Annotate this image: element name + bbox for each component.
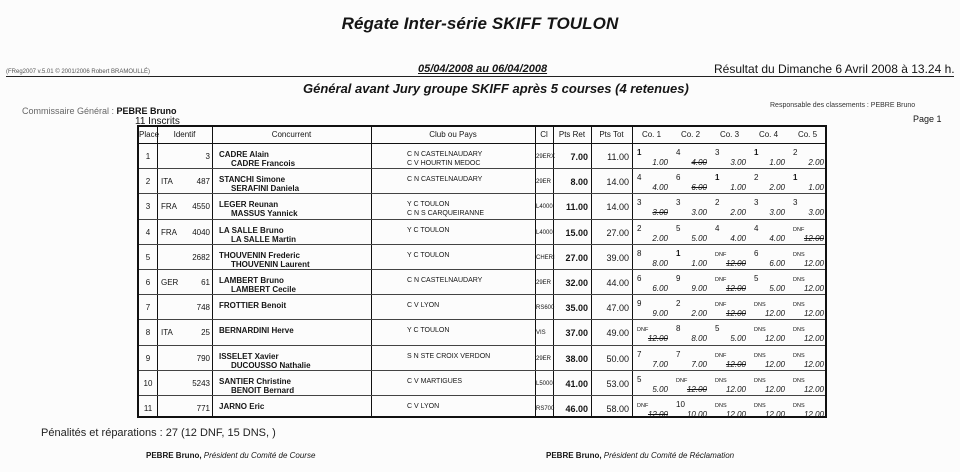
sail-number: 4550 — [192, 202, 210, 212]
race-4-rank: 1 — [754, 148, 759, 157]
race-3-points: 3.00 — [730, 158, 746, 167]
points-total: 27.00 — [606, 227, 629, 238]
points-retained: 15.00 — [565, 227, 588, 238]
protest-committee-signature — [546, 451, 734, 460]
place-cell: 7 — [145, 303, 151, 313]
row-divider — [139, 244, 825, 245]
race-1-points: 7.00 — [652, 359, 668, 369]
column-divider — [535, 127, 536, 416]
points-total: 47.00 — [606, 303, 629, 314]
race-2-points: 7.00 — [691, 359, 707, 369]
race-5-points: 2.00 — [808, 158, 824, 167]
crew-name: MASSUS Yannick — [231, 209, 298, 219]
row-divider — [139, 370, 825, 371]
row-divider — [139, 269, 825, 270]
race-5-rank: 1 — [793, 173, 798, 183]
boat-class: VIS — [536, 330, 546, 337]
race-3-points: 12.00 — [725, 258, 746, 268]
column-divider — [212, 127, 213, 416]
event-dates: 05/04/2008 au 06/04/2008 — [418, 63, 548, 75]
race-2-rank: 7 — [676, 349, 681, 359]
column-divider — [157, 127, 158, 416]
race-5-rank: DNS — [793, 251, 805, 258]
race-4-points: 4.00 — [769, 233, 785, 243]
race-4-points: 1.00 — [769, 158, 785, 167]
boat-class: 29ER — [536, 280, 552, 286]
sail-nation: FRA — [161, 227, 177, 237]
boat-class: L4000 — [536, 204, 553, 211]
race-2-points: 10.00 — [686, 410, 707, 419]
points-retained: 8.00 — [570, 177, 588, 188]
race-5-points: 12.00 — [803, 359, 824, 369]
row-divider — [139, 168, 825, 169]
race-5-points: 12.00 — [803, 233, 824, 243]
crew-name: DUCOUSSO Nathalie — [231, 360, 311, 370]
race-1-points: 1.00 — [652, 158, 668, 167]
race-1-points: 12.00 — [647, 334, 668, 344]
header-race-1: Co. 1 — [641, 130, 662, 139]
race-2-points: 3.00 — [691, 208, 707, 218]
race-5-rank: DNS — [793, 277, 805, 283]
points-total: 11.00 — [607, 152, 629, 162]
race-4-points: 5.00 — [769, 284, 785, 293]
header-identif: Identif — [173, 130, 196, 139]
race-3-rank: DNF — [715, 302, 727, 309]
commissaire-label: Commissaire Général : — [22, 106, 115, 116]
header-divider — [139, 143, 825, 144]
sail-nation: ITA — [161, 177, 173, 187]
skipper-name: SANTIER Christine — [219, 376, 292, 386]
header-pts-tot: Pts Tot — [599, 130, 624, 139]
sail-number: 748 — [196, 303, 210, 313]
place-cell: 9 — [145, 353, 151, 363]
points-retained: 46.00 — [565, 404, 588, 414]
points-retained: 27.00 — [565, 252, 588, 263]
crew-name: THOUVENIN Laurent — [231, 259, 310, 269]
skipper-name: CADRE Alain — [219, 150, 269, 159]
skipper-name: LA SALLE Bruno — [219, 225, 284, 235]
club-name: S N STE CROIX VERDON — [407, 352, 491, 360]
race-5-rank: DNS — [793, 352, 805, 359]
place-cell: 10 — [143, 378, 153, 388]
protest-committee-role: Président du Comité de Réclamation — [603, 451, 735, 460]
place-cell: 11 — [143, 404, 153, 413]
race-2-points: 5.00 — [691, 233, 707, 243]
row-divider — [139, 219, 825, 220]
race-3-points: 1.00 — [730, 183, 746, 193]
race-4-rank: 4 — [754, 223, 759, 233]
points-retained: 35.00 — [565, 303, 588, 314]
club-name: C V LYON — [407, 403, 440, 410]
club-name: C V LYON — [407, 302, 440, 310]
race-5-points: 12.00 — [803, 384, 824, 394]
club-name: C V MARTIGUES — [407, 377, 463, 385]
race-2-points: 9.00 — [691, 284, 707, 293]
race-2-rank: DNF — [676, 377, 688, 384]
race-3-rank: 1 — [715, 173, 720, 183]
race-5-rank: DNS — [793, 327, 805, 334]
race-committee-signature — [146, 451, 315, 460]
place-cell: 5 — [145, 252, 151, 262]
results-table — [137, 125, 827, 418]
race-4-rank: 3 — [754, 198, 759, 208]
race-4-rank: DNS — [754, 352, 766, 359]
race-5-points: 3.00 — [808, 208, 824, 218]
points-total: 53.00 — [606, 378, 629, 389]
race-4-points: 12.00 — [764, 359, 785, 369]
skipper-name: FROTTIER Benoit — [219, 301, 287, 311]
club-name-secondary: C N S CARQUEIRANNE — [407, 210, 485, 218]
boat-class: RS700 — [536, 406, 555, 412]
race-3-rank: DNF — [715, 277, 727, 283]
sail-number: 61 — [201, 278, 210, 287]
points-retained: 38.00 — [565, 353, 588, 364]
race-5-points: 1.00 — [808, 183, 824, 193]
club-name: Y C TOULON — [407, 226, 450, 234]
place-cell: 8 — [145, 328, 151, 338]
points-total: 39.00 — [606, 252, 629, 263]
page-number: Page 1 — [913, 114, 942, 124]
boat-class: RS600 — [536, 305, 555, 312]
race-4-points: 12.00 — [764, 410, 785, 419]
place-cell: 6 — [145, 278, 151, 287]
race-2-rank: 3 — [676, 198, 681, 208]
race-4-rank: 6 — [754, 248, 759, 258]
club-name: C N CASTELNAUDARY — [407, 151, 483, 158]
sail-number: 771 — [196, 404, 210, 413]
header-class: Cl — [540, 130, 548, 139]
race-5-rank: DNS — [793, 377, 805, 384]
header-race-5: Co. 5 — [797, 130, 818, 139]
race-1-rank: 6 — [637, 274, 642, 283]
race-1-rank: 7 — [637, 349, 642, 359]
race-4-points: 3.00 — [769, 208, 785, 218]
boat-class: L4000 — [536, 229, 553, 236]
race-2-rank: 5 — [676, 223, 681, 233]
skipper-name: THOUVENIN Frederic — [219, 250, 300, 260]
race-3-rank: DNF — [715, 352, 727, 359]
race-5-rank: 3 — [793, 198, 798, 208]
race-3-points: 12.00 — [725, 309, 746, 319]
race-1-points: 12.00 — [647, 410, 668, 419]
boat-class: L5000 — [536, 380, 553, 387]
race-1-points: 5.00 — [652, 384, 668, 394]
race-3-points: 5.00 — [730, 334, 746, 344]
race-3-points: 12.00 — [725, 384, 746, 394]
sail-nation: FRA — [161, 202, 177, 212]
header-place: Place — [139, 130, 160, 139]
ranking-subtitle: Général avant Jury groupe SKIFF après 5 courses (4 retenues) — [303, 81, 689, 96]
race-1-points: 9.00 — [652, 309, 668, 319]
points-retained: 32.00 — [565, 278, 588, 288]
boat-class: 29ERX — [536, 154, 556, 160]
place-cell: 1 — [145, 152, 151, 161]
race-1-rank: DNF — [637, 403, 649, 409]
club-name: Y C TOULON — [407, 201, 450, 209]
points-retained: 37.00 — [565, 328, 588, 339]
race-2-rank: 9 — [676, 274, 681, 283]
race-5-points: 12.00 — [803, 258, 824, 268]
skipper-name: ISSELET Xavier — [219, 351, 279, 361]
points-total: 58.00 — [606, 404, 629, 414]
points-total: 14.00 — [606, 177, 629, 188]
header-race-4: Co. 4 — [758, 130, 779, 139]
race-5-rank: DNF — [793, 226, 805, 233]
column-divider — [591, 127, 592, 416]
crew-name: LAMBERT Cecile — [231, 285, 296, 294]
points-total: 50.00 — [606, 353, 629, 364]
race-2-points: 12.00 — [686, 384, 707, 394]
race-1-rank: 5 — [637, 374, 642, 384]
skipper-name: JARNO Eric — [219, 402, 265, 411]
sail-number: 487 — [196, 177, 210, 187]
race-2-points: 2.00 — [691, 309, 707, 319]
race-1-points: 8.00 — [652, 258, 668, 268]
race-5-points: 12.00 — [803, 284, 824, 293]
race-5-points: 12.00 — [803, 334, 824, 344]
skipper-name: LAMBERT Bruno — [219, 276, 284, 285]
sail-number: 5243 — [192, 378, 210, 388]
club-name: Y C TOULON — [407, 327, 450, 335]
race-3-rank: 3 — [715, 148, 720, 157]
race-5-points: 12.00 — [803, 309, 824, 319]
race-1-rank: 9 — [637, 299, 642, 309]
boat-class: 29ER — [536, 355, 552, 362]
race-1-rank: 8 — [637, 248, 642, 258]
race-committee-role: Président du Comité de Course — [203, 451, 316, 460]
club-name: C N CASTELNAUDARY — [407, 176, 483, 184]
sail-number: 4040 — [192, 227, 210, 237]
race-1-rank: 1 — [637, 148, 642, 157]
race-2-rank: 6 — [676, 173, 681, 183]
race-1-rank: 3 — [637, 198, 642, 208]
race-3-rank: DNS — [715, 403, 727, 409]
race-2-points: 4.00 — [691, 158, 707, 167]
header-pts-ret: Pts Ret — [558, 130, 586, 139]
race-2-rank: 1 — [676, 248, 681, 258]
boat-class: 29ER — [536, 179, 552, 186]
race-1-rank: 4 — [637, 173, 642, 183]
race-3-points: 12.00 — [725, 359, 746, 369]
header-race-2: Co. 2 — [680, 130, 701, 139]
race-3-points: 12.00 — [725, 410, 746, 419]
header-race-3: Co. 3 — [719, 130, 740, 139]
race-2-points: 8.00 — [691, 334, 707, 344]
club-name-secondary: C V HOURTIN MEDOC — [407, 160, 481, 167]
race-4-points: 12.00 — [764, 334, 785, 344]
boat-class: CHERI — [536, 254, 555, 261]
points-retained: 41.00 — [565, 378, 588, 389]
crew-name: SERAFINI Daniela — [231, 184, 300, 194]
entries-count: 11 Inscrits — [135, 116, 180, 127]
race-1-rank: 2 — [637, 223, 642, 233]
race-4-rank: 5 — [754, 274, 759, 283]
race-5-points: 12.00 — [803, 410, 824, 419]
race-4-rank: 2 — [754, 173, 759, 183]
row-divider — [139, 319, 825, 320]
race-4-points: 12.00 — [764, 384, 785, 394]
race-4-rank: DNS — [754, 302, 766, 309]
skipper-name: STANCHI Simone — [219, 175, 286, 185]
column-divider — [632, 127, 633, 416]
race-3-rank: 5 — [715, 324, 720, 334]
sail-number: 3 — [205, 152, 210, 161]
header-concurrent: Concurrent — [271, 130, 312, 139]
race-2-points: 1.00 — [691, 258, 707, 268]
sail-number: 2682 — [192, 252, 210, 262]
race-2-points: 6.00 — [691, 183, 707, 193]
race-committee-president: PEBRE Bruno, — [146, 451, 202, 460]
sail-nation: ITA — [161, 328, 173, 338]
crew-name: BENOIT Bernard — [231, 385, 295, 395]
race-3-points: 12.00 — [725, 284, 746, 293]
sail-number: 790 — [196, 353, 210, 363]
race-4-points: 2.00 — [769, 183, 785, 193]
club-name: Y C TOULON — [407, 251, 450, 259]
race-3-rank: 4 — [715, 223, 720, 233]
race-3-points: 4.00 — [730, 233, 746, 243]
protest-committee-president: PEBRE Bruno, — [546, 451, 602, 460]
place-cell: 4 — [145, 227, 151, 237]
points-total: 49.00 — [606, 328, 629, 339]
race-5-rank: DNS — [793, 302, 805, 309]
result-timestamp: Résultat du Dimanche 6 Avril 2008 à 13.24 h. — [714, 62, 955, 76]
crew-name: CADRE Francois — [231, 159, 296, 168]
skipper-name: BERNARDINI Herve — [219, 326, 294, 336]
race-3-rank: DNF — [715, 251, 727, 258]
race-4-rank: DNS — [754, 403, 766, 409]
row-divider — [139, 294, 825, 295]
race-4-rank: DNS — [754, 377, 766, 384]
points-total: 14.00 — [606, 202, 629, 213]
place-cell: 2 — [145, 177, 151, 187]
race-2-rank: 2 — [676, 299, 681, 309]
race-1-points: 4.00 — [652, 183, 668, 193]
sail-nation: GER — [161, 278, 179, 287]
place-cell: 3 — [145, 202, 151, 212]
race-3-rank: DNS — [715, 377, 727, 384]
ranking-manager: Responsable des classements : PEBRE Bruno — [770, 102, 916, 109]
row-divider — [139, 193, 825, 194]
header-club: Club ou Pays — [429, 130, 477, 139]
race-1-points: 3.00 — [652, 208, 668, 218]
race-2-rank: 4 — [676, 148, 681, 157]
race-3-rank: 2 — [715, 198, 720, 208]
points-total: 44.00 — [606, 278, 629, 288]
race-1-points: 2.00 — [652, 233, 668, 243]
column-divider — [553, 127, 554, 416]
club-name: C N CASTELNAUDARY — [407, 277, 483, 284]
row-divider — [139, 345, 825, 346]
row-divider — [139, 395, 825, 396]
race-5-rank: 2 — [793, 148, 798, 157]
crew-name: LA SALLE Martin — [231, 234, 297, 244]
column-divider — [371, 127, 372, 416]
skipper-name: LEGER Reunan — [219, 200, 279, 210]
software-credit: (FReg2007 v.5.01 © 2001/2006 Robert BRAMOULLÉ) — [6, 69, 151, 75]
points-retained: 7.00 — [570, 152, 588, 162]
commissaire-name: PEBRE Bruno — [116, 106, 177, 116]
header-rule — [6, 76, 954, 77]
race-3-points: 2.00 — [730, 208, 746, 218]
race-4-rank: DNS — [754, 327, 766, 334]
sail-number: 25 — [201, 328, 210, 338]
race-1-points: 6.00 — [652, 284, 668, 293]
race-2-rank: 10 — [676, 400, 685, 409]
race-5-rank: DNS — [793, 403, 805, 409]
race-4-points: 12.00 — [764, 309, 785, 319]
commissaire-general — [22, 106, 177, 116]
race-2-rank: 8 — [676, 324, 681, 334]
race-4-points: 6.00 — [769, 258, 785, 268]
points-retained: 11.00 — [565, 202, 588, 213]
penalties-summary: Pénalités et réparations : 27 (12 DNF, 15 DNS, ) — [41, 427, 276, 439]
race-1-rank: DNF — [637, 327, 649, 334]
document-title: Régate Inter-série SKIFF TOULON — [341, 14, 619, 33]
